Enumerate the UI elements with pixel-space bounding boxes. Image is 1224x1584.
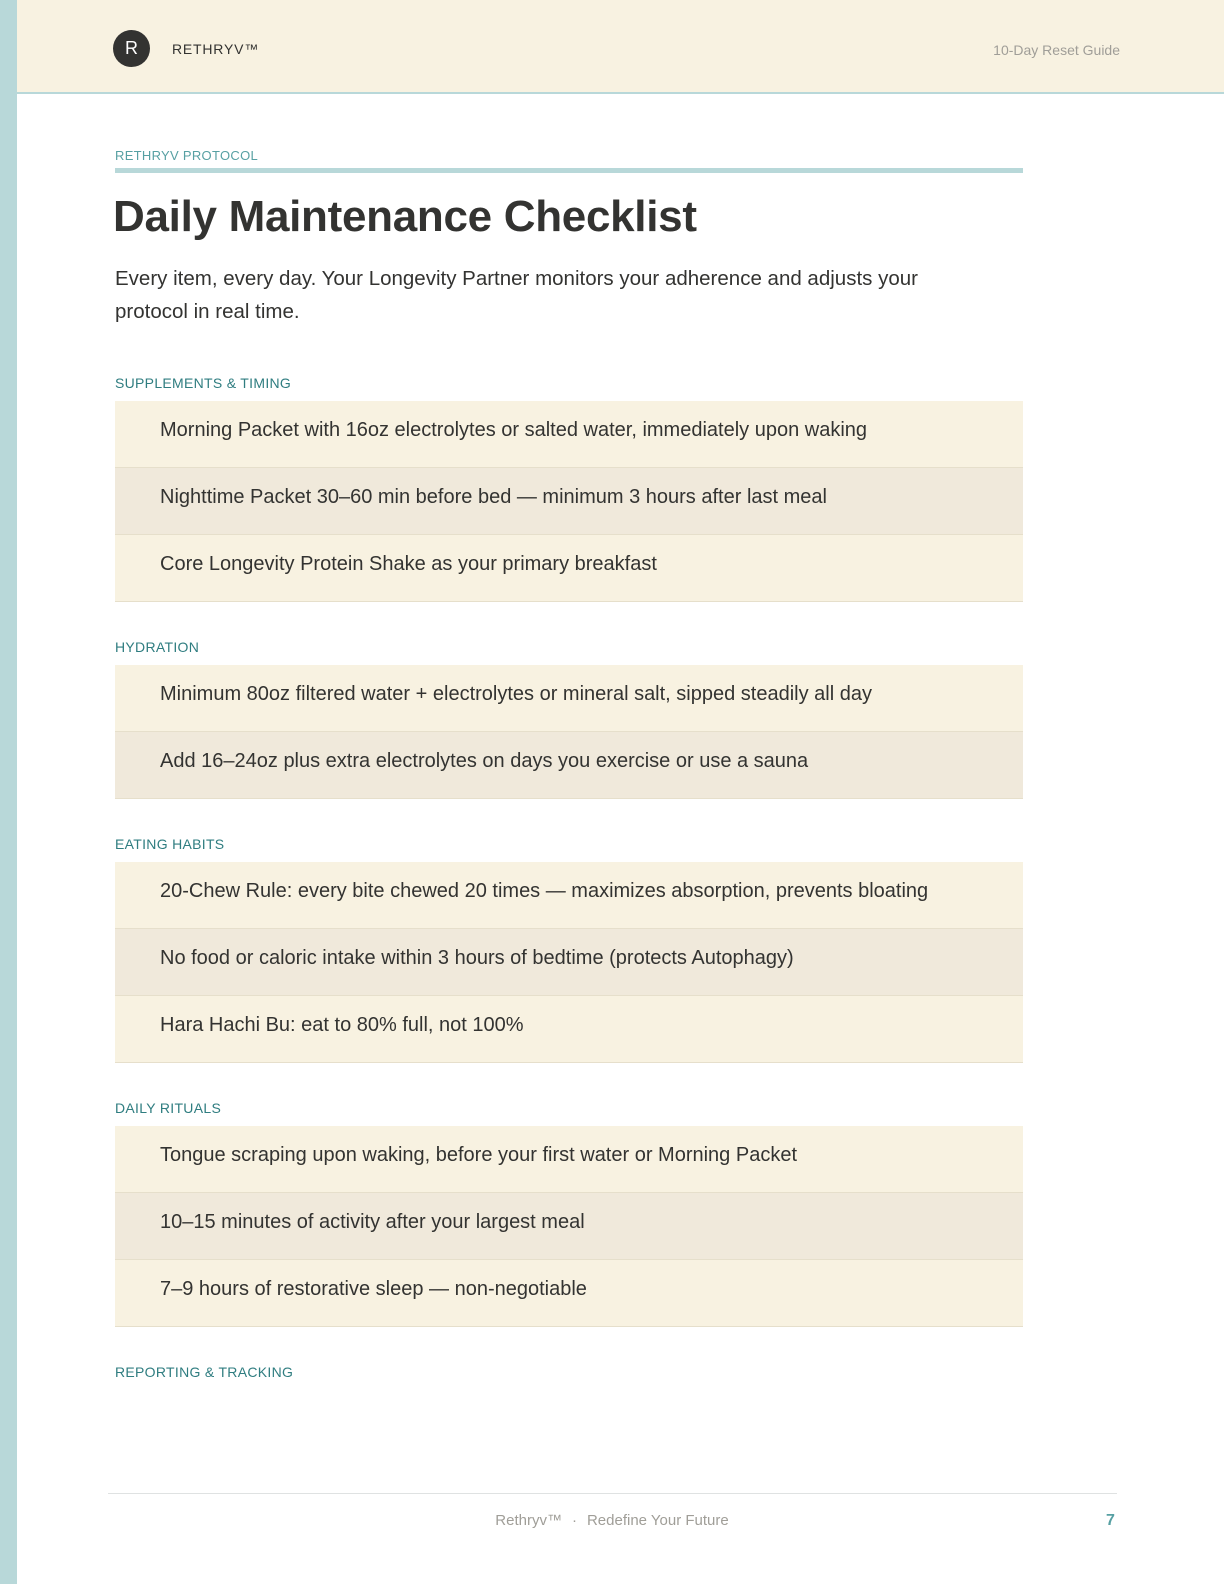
eyebrow-divider [115, 168, 1023, 173]
checklist-item: Nighttime Packet 30–60 min before bed — minimum 3 hours after last meal [115, 468, 1023, 535]
eyebrow-label: RETHRYV PROTOCOL [115, 148, 259, 163]
checklist-item: Add 16–24oz plus extra electrolytes on days you exercise or use a sauna [115, 732, 1023, 799]
checklist-item: No food or caloric intake within 3 hours of bedtime (protects Autophagy) [115, 929, 1023, 996]
checklist-group [115, 401, 1023, 602]
brand-name: RETHRYV™ [172, 41, 260, 57]
checklist-item: Morning Packet with 16oz electrolytes or salted water, immediately upon waking [115, 401, 1023, 468]
intro-paragraph: Every item, every day. Your Longevity Partner monitors your adherence and adjusts your protocol in real time. [115, 267, 918, 323]
checklist-item: 10–15 minutes of activity after your largest meal [115, 1193, 1023, 1260]
section-heading: HYDRATION [115, 639, 200, 655]
page-title: Daily Maintenance Checklist [113, 192, 697, 241]
checklist-item: Tongue scraping upon waking, before your first water or Morning Packet [115, 1126, 1023, 1193]
checklist-sections [115, 376, 1023, 1390]
checklist-group [115, 1126, 1023, 1327]
page-number: 7 [1106, 1512, 1115, 1529]
footer-separator: · [571, 1512, 577, 1529]
checklist-group [115, 862, 1023, 1063]
section-heading: DAILY RITUALS [115, 1100, 222, 1116]
checklist-item: Hara Hachi Bu: eat to 80% full, not 100% [115, 996, 1023, 1063]
footer-divider [108, 1493, 1117, 1494]
checklist-item: Core Longevity Protein Shake as your primary breakfast [115, 535, 1023, 602]
footer-brand: Rethryv™ [495, 1512, 562, 1529]
logo-badge: R [113, 30, 150, 67]
checklist-item: 20-Chew Rule: every bite chewed 20 times — maximizes absorption, prevents bloating [115, 862, 1023, 929]
guide-title: 10-Day Reset Guide [993, 42, 1120, 58]
side-accent-bar [0, 0, 17, 1584]
footer-tagline: Redefine Your Future [586, 1512, 729, 1529]
page-header [17, 0, 1224, 94]
checklist-item: 7–9 hours of restorative sleep — non-negotiable [115, 1260, 1023, 1327]
section-heading: REPORTING & TRACKING [115, 1364, 294, 1380]
section-heading: SUPPLEMENTS & TIMING [115, 375, 292, 391]
checklist-item: Minimum 80oz filtered water + electrolytes or mineral salt, sipped steadily all day [115, 665, 1023, 732]
footer [0, 1512, 1224, 1529]
section-heading: EATING HABITS [115, 836, 225, 852]
checklist-group [115, 665, 1023, 799]
